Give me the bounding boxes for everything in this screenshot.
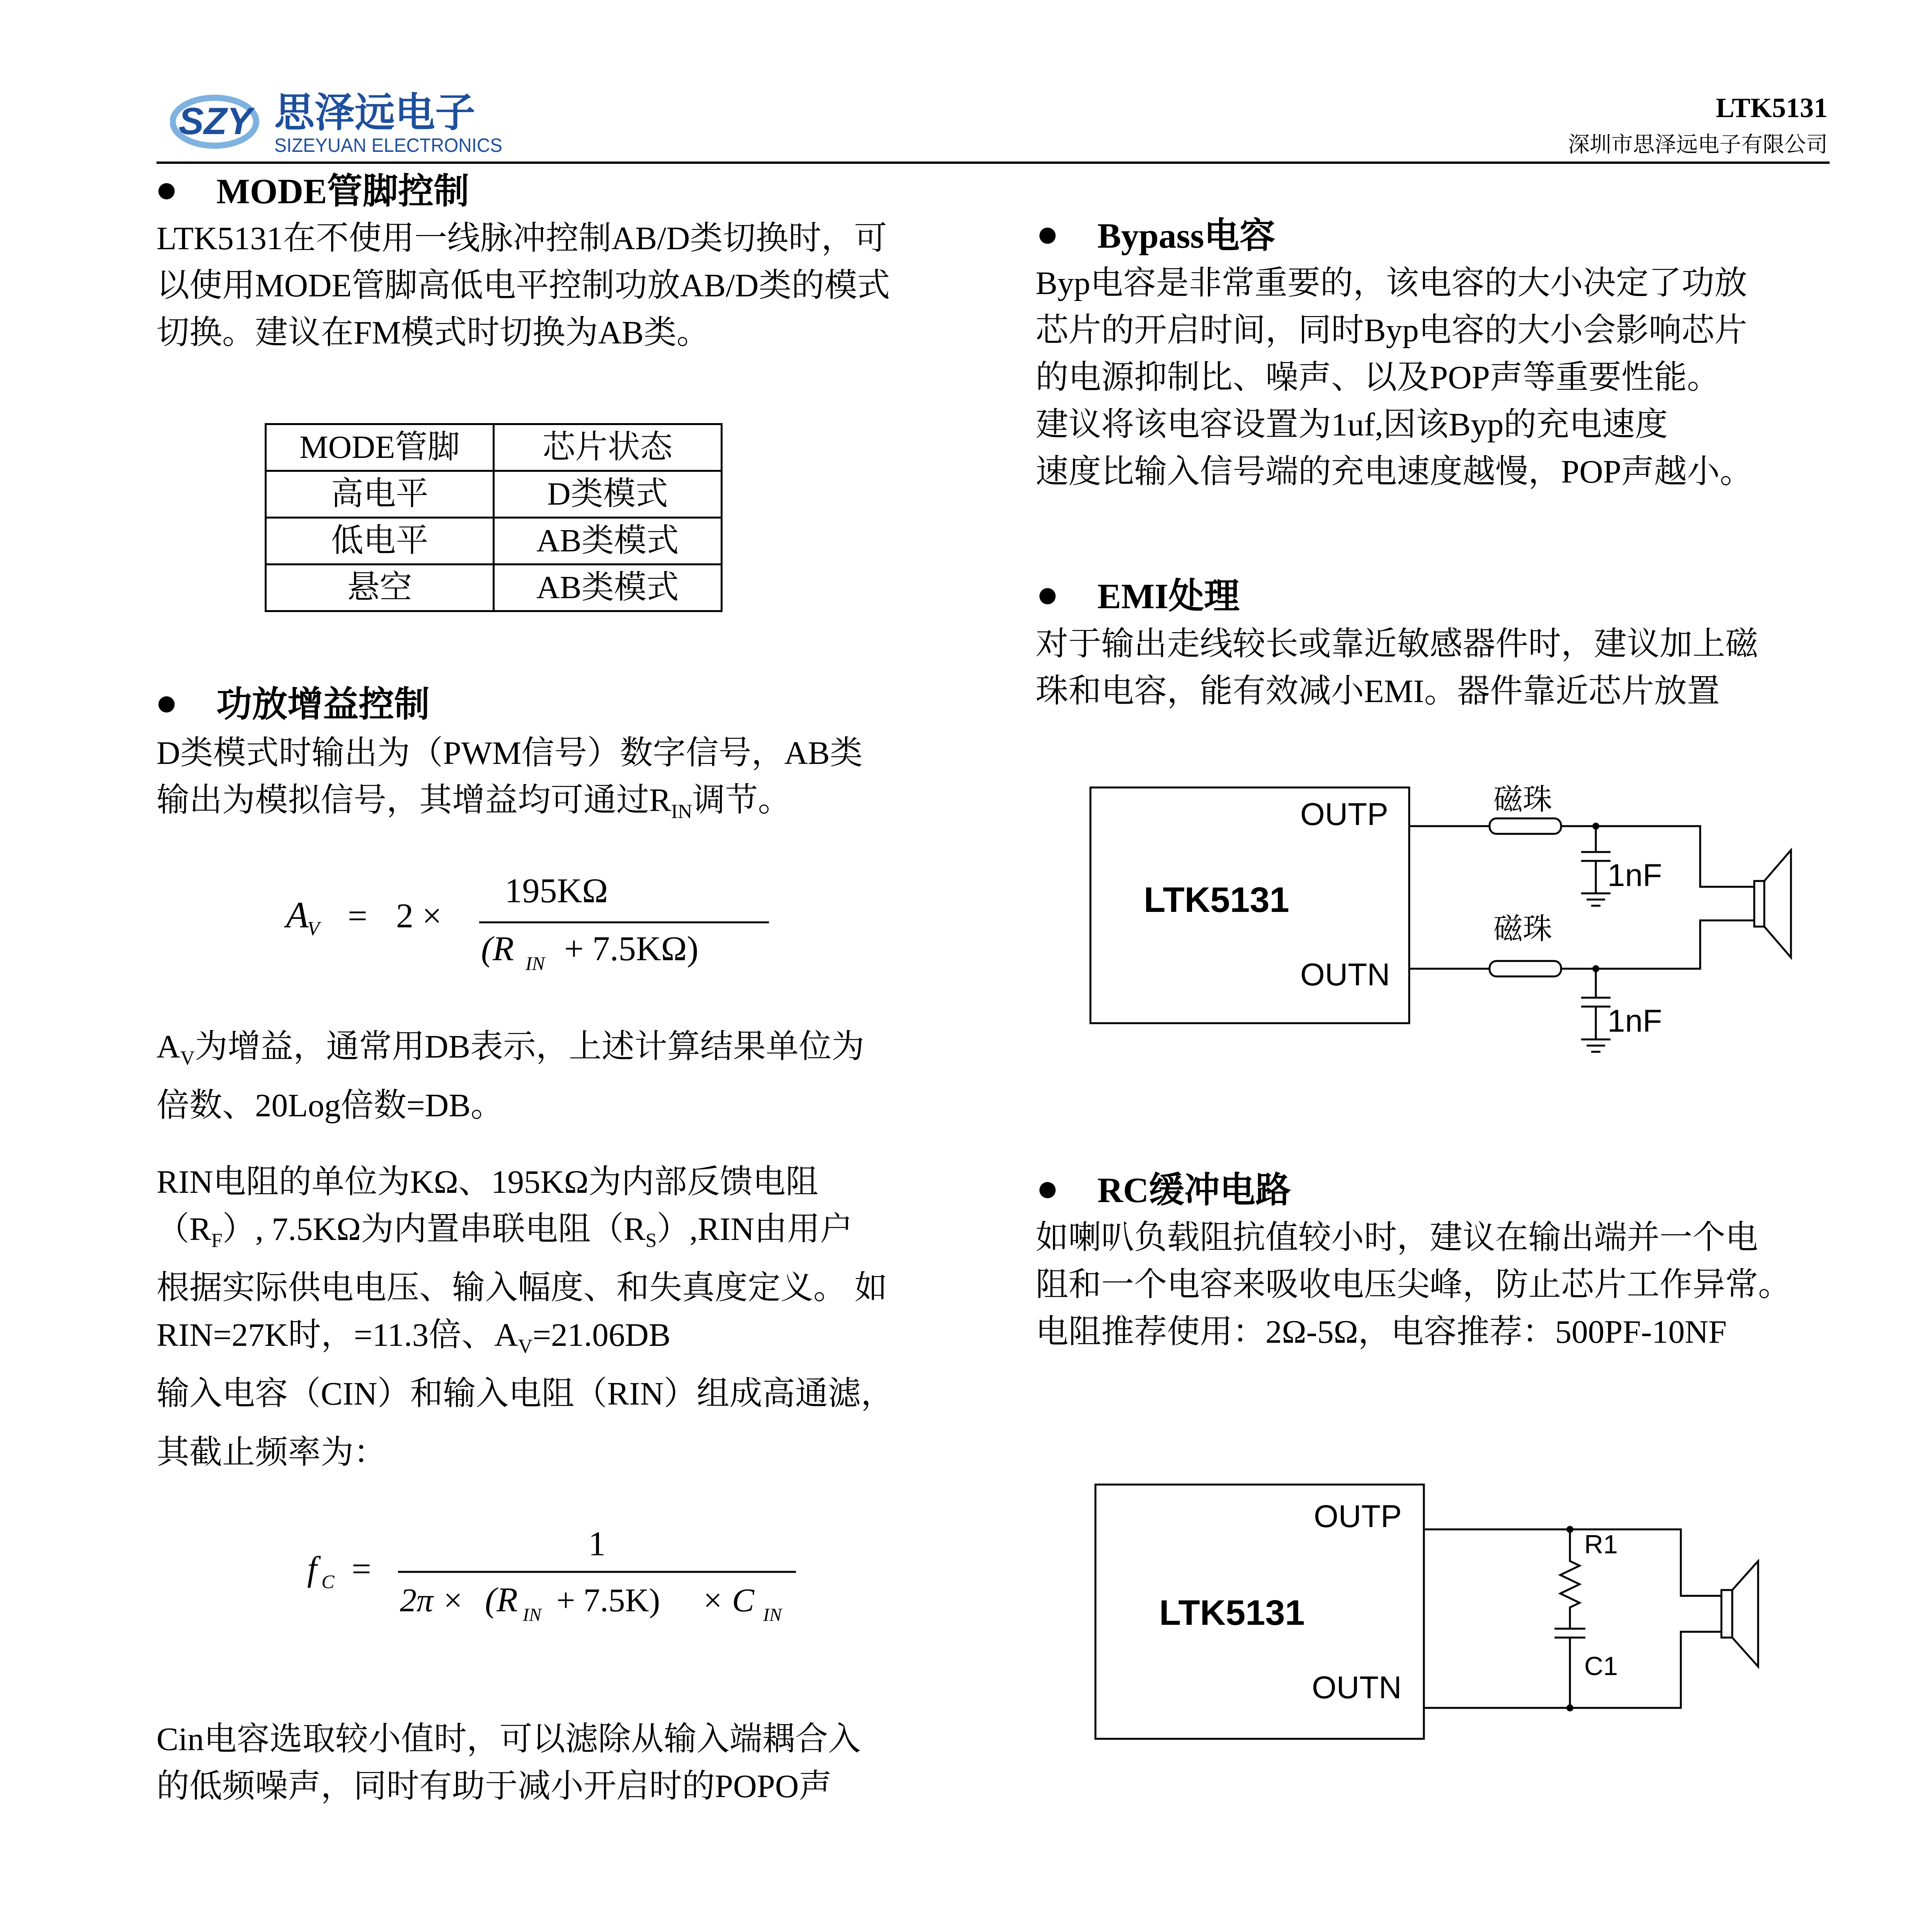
gain-av-paragraph: $A_V$为增益，通常用DB表示，上述计算结果单位为 倍数、20Log倍数=DB。 bbox=[156, 1029, 865, 1124]
table-cell: 低电平 bbox=[266, 518, 494, 565]
table-cell: AB类模式 bbox=[494, 565, 722, 611]
cutoff-formula bbox=[294, 1511, 835, 1638]
capacitor-c1 bbox=[1554, 1629, 1585, 1708]
formula-lhs-sub: V bbox=[307, 918, 320, 940]
outn-label: OUTN bbox=[1300, 957, 1390, 992]
rc-circuit-diagram bbox=[1086, 1480, 1762, 1750]
table-cell: D类模式 bbox=[494, 471, 722, 518]
logo-cn: 思泽远电子 bbox=[274, 90, 476, 135]
table-cell: AB类模式 bbox=[494, 518, 722, 565]
logo-mark: SZY bbox=[179, 100, 252, 142]
fc-den-a: 2π × bbox=[400, 1582, 464, 1619]
header-company: 深圳市思泽远电子有限公司 bbox=[1568, 133, 1828, 157]
outp-wire bbox=[1409, 826, 1754, 887]
bullet-icon bbox=[1039, 1182, 1056, 1198]
speaker-cone bbox=[1732, 1561, 1758, 1667]
mode-table bbox=[265, 423, 723, 612]
fc-eq: = bbox=[352, 1550, 371, 1588]
table-row bbox=[266, 565, 722, 611]
formula-numerator: 195KΩ bbox=[505, 872, 608, 910]
bullet-icon bbox=[158, 183, 175, 199]
c1-label: C1 bbox=[1584, 1651, 1618, 1681]
outn-wire bbox=[1409, 920, 1754, 969]
speaker-cone bbox=[1764, 850, 1791, 957]
table-row bbox=[266, 471, 722, 518]
fc-lhs-sub: C bbox=[321, 1571, 335, 1592]
fc-lhs: f bbox=[307, 1550, 317, 1588]
bullet-icon bbox=[1039, 588, 1056, 604]
cap1-wire bbox=[1581, 826, 1611, 906]
header-rule bbox=[156, 162, 1830, 164]
bead-label-2: 磁珠 bbox=[1493, 913, 1552, 946]
outp-label: OUTP bbox=[1314, 1499, 1402, 1534]
bullet-icon bbox=[1039, 228, 1056, 244]
emi-circuit-diagram bbox=[1082, 769, 1801, 1078]
bullet-icon bbox=[158, 696, 175, 713]
table-header-row bbox=[266, 424, 722, 471]
cin-paragraph: Cin电容选取较小值时，可以滤除从输入端耦合入 的低频噪声，同时有助于减小开启时的POPO声 bbox=[156, 1721, 861, 1804]
gain-formula bbox=[270, 858, 811, 989]
fc-numerator: 1 bbox=[588, 1525, 606, 1563]
table-header-cell: 芯片状态 bbox=[494, 424, 722, 471]
gain-rin-paragraph: RIN电阻的单位为KΩ、195KΩ为内部反馈电阻 $(R_F)$, 7.5KΩ为内置串联电阻$(R_S),RIN$由用户 根据实际供电电压、输入幅度、和失真度定义。 如 RIN=27K时，=11.3倍、$A_V=21.06DB$ 输入电容（CIN）和输入电阻（RIN）组成高通滤， bbox=[156, 1164, 894, 1412]
formula-den-sub: IN bbox=[526, 952, 545, 974]
formula-eq: = bbox=[348, 897, 367, 935]
r1-label: R1 bbox=[1584, 1530, 1618, 1559]
logo-en: SIZEYUAN ELECTRONICS bbox=[274, 134, 502, 156]
bead-label-1: 磁珠 bbox=[1493, 783, 1552, 816]
chip-label: LTK5131 bbox=[1159, 1593, 1305, 1633]
table-cell: 高电平 bbox=[266, 471, 494, 518]
resistor-r1 bbox=[1560, 1529, 1580, 1629]
outn-label: OUTN bbox=[1312, 1670, 1402, 1705]
fc-den-sub2: IN bbox=[763, 1605, 782, 1625]
speaker-icon bbox=[1754, 881, 1764, 927]
formula-factor: 2 × bbox=[396, 897, 442, 935]
gain-cutoff-line: 其截止频率为： bbox=[156, 1434, 387, 1471]
formula-den-open: (R bbox=[481, 930, 514, 968]
speaker-icon bbox=[1721, 1590, 1732, 1638]
cap2-label: 1nF bbox=[1607, 1003, 1662, 1039]
fc-den-d: × C bbox=[701, 1582, 754, 1619]
cap1-label: 1nF bbox=[1607, 858, 1662, 893]
table-cell: 悬空 bbox=[266, 565, 494, 611]
fc-den-sub1: IN bbox=[523, 1605, 541, 1625]
chip-label: LTK5131 bbox=[1144, 880, 1289, 920]
fc-den-b: (R bbox=[485, 1581, 518, 1619]
table-row bbox=[266, 518, 722, 565]
formula-lhs: A bbox=[286, 894, 309, 935]
outp-label: OUTP bbox=[1300, 797, 1388, 832]
gain-paragraph: D类模式时输出为（PWM信号）数字信号，AB类 输出为模拟信号，其增益均可通过$R_{IN}$调节。 bbox=[156, 735, 863, 823]
formula-den-rest: + 7.5KΩ) bbox=[564, 930, 699, 968]
emi-paragraph: 对于输出走线较长或靠近敏感器件时，建议加上磁 珠和电容，能有效减小EMI。器件靠近芯片放置 bbox=[1036, 626, 1759, 709]
ferrite-bead-1 bbox=[1490, 818, 1561, 834]
outn-wire bbox=[1424, 1632, 1721, 1708]
mode-paragraph: LTK5131在不使用一线脉冲控制AB/D类切换时，可 以使用MODE管脚高低电平控制功放AB/D类的模式 切换。建议在FM模式时切换为AB类。 bbox=[156, 220, 890, 351]
cap2-wire bbox=[1581, 969, 1611, 1052]
table-header-cell: MODE管脚 bbox=[266, 424, 494, 471]
fc-den-c: + 7.5K) bbox=[556, 1582, 660, 1619]
bypass-paragraph: Byp电容是非常重要的，该电容的大小决定了功放 芯片的开启时间，同时Byp电容的大小会影响芯片 的电源抑制比、噪声、以及POP声等重要性能。 建议将该电容设置为1uf,因该Byp的充电速度 速度比输入信号端的充电速度越慢，POP声越小。 bbox=[1036, 265, 1753, 490]
company-logo bbox=[170, 83, 518, 160]
rc-paragraph: 如喇叭负载阻抗值较小时，建议在输出端并一个电 阻和一个电容来吸收电压尖峰，防止芯片工作异常。 电阻推荐使用：2Ω-5Ω，电容推荐：500PF-10NF bbox=[1036, 1219, 1791, 1350]
header-part-number: LTK5131 bbox=[1716, 92, 1828, 123]
ferrite-bead-2 bbox=[1490, 961, 1561, 976]
